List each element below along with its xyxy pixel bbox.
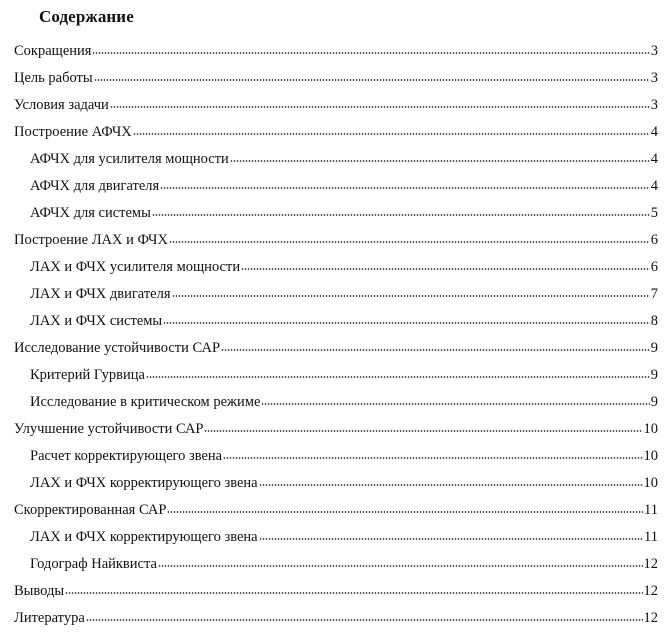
toc-entry[interactable] bbox=[0, 202, 666, 229]
toc-entry[interactable] bbox=[0, 337, 666, 364]
toc-entry-page-number: 11 bbox=[644, 529, 658, 545]
toc-entry-title: Годограф Найквиста bbox=[30, 556, 157, 572]
toc-dot-leader bbox=[110, 106, 650, 108]
toc-entry[interactable] bbox=[0, 310, 666, 337]
toc-entry-page-number: 3 bbox=[650, 97, 658, 113]
toc-entry-page-number: 11 bbox=[644, 502, 658, 518]
toc-entry[interactable] bbox=[0, 499, 666, 526]
toc-dot-leader bbox=[172, 295, 650, 297]
toc-entry-inner bbox=[30, 529, 658, 546]
toc-entry-title: Расчет корректирующего звена bbox=[30, 448, 223, 464]
toc-entry[interactable] bbox=[0, 121, 666, 148]
toc-dot-leader bbox=[223, 457, 642, 459]
toc-entry-title: Исследование устойчивости САР bbox=[14, 340, 221, 356]
toc-entry-title: АФЧХ для системы bbox=[30, 205, 151, 221]
toc-entry-page-number: 5 bbox=[650, 205, 658, 221]
toc-entry[interactable] bbox=[0, 472, 666, 499]
toc-entry-inner bbox=[30, 448, 658, 465]
toc-entry-inner bbox=[30, 556, 658, 573]
toc-dot-leader bbox=[204, 430, 642, 432]
toc-entry-page-number: 7 bbox=[650, 286, 658, 302]
toc-entry-title: АФЧХ для двигателя bbox=[30, 178, 160, 194]
toc-entry-inner bbox=[30, 475, 658, 492]
toc-entry[interactable] bbox=[0, 580, 666, 607]
toc-dot-leader bbox=[241, 268, 650, 270]
toc-entry-title: Литература bbox=[14, 610, 85, 626]
toc-dot-leader bbox=[163, 322, 650, 324]
toc-dot-leader bbox=[259, 484, 643, 486]
toc-entry-title: ЛАХ и ФЧХ корректирующего звена bbox=[30, 529, 258, 545]
table-of-contents bbox=[0, 40, 666, 634]
toc-entry[interactable] bbox=[0, 283, 666, 310]
toc-entry-inner bbox=[14, 421, 658, 438]
toc-entry-inner bbox=[14, 124, 658, 141]
toc-entry-page-number: 12 bbox=[643, 583, 658, 599]
toc-entry-page-number: 6 bbox=[650, 232, 658, 248]
toc-entry[interactable] bbox=[0, 364, 666, 391]
toc-dot-leader bbox=[65, 592, 642, 594]
toc-entry-page-number: 10 bbox=[643, 421, 658, 437]
toc-dot-leader bbox=[160, 187, 650, 189]
toc-entry[interactable] bbox=[0, 148, 666, 175]
toc-dot-leader bbox=[86, 619, 643, 621]
toc-entry-inner bbox=[30, 313, 658, 330]
toc-entry[interactable] bbox=[0, 526, 666, 553]
toc-entry-title: Выводы bbox=[14, 583, 65, 599]
toc-entry-page-number: 8 bbox=[650, 313, 658, 329]
toc-entry-page-number: 4 bbox=[650, 178, 658, 194]
toc-entry-inner bbox=[30, 259, 658, 276]
page-title: Содержание bbox=[39, 7, 134, 26]
toc-entry-page-number: 12 bbox=[643, 610, 658, 626]
toc-dot-leader bbox=[261, 403, 649, 405]
toc-entry-page-number: 9 bbox=[650, 340, 658, 356]
toc-entry[interactable] bbox=[0, 391, 666, 418]
toc-entry-page-number: 9 bbox=[650, 367, 658, 383]
toc-entry[interactable] bbox=[0, 40, 666, 67]
toc-entry-page-number: 3 bbox=[650, 70, 658, 86]
toc-entry[interactable] bbox=[0, 67, 666, 94]
toc-entry-title: Исследование в критическом режиме bbox=[30, 394, 261, 410]
toc-entry-inner bbox=[14, 70, 658, 87]
toc-entry-inner bbox=[30, 205, 658, 222]
toc-entry-title: ЛАХ и ФЧХ усилителя мощности bbox=[30, 259, 241, 275]
toc-entry-title: ЛАХ и ФЧХ двигателя bbox=[30, 286, 171, 302]
toc-entry-title: Условия задачи bbox=[14, 97, 109, 113]
toc-entry-inner bbox=[14, 232, 658, 249]
toc-dot-leader bbox=[152, 214, 650, 216]
toc-dot-leader bbox=[146, 376, 650, 378]
toc-entry-inner bbox=[30, 178, 658, 195]
toc-dot-leader bbox=[133, 133, 650, 135]
toc-entry-page-number: 4 bbox=[650, 151, 658, 167]
toc-entry-inner bbox=[14, 43, 658, 60]
toc-dot-leader bbox=[158, 565, 643, 567]
toc-entry-inner bbox=[30, 151, 658, 168]
toc-entry-inner bbox=[14, 340, 658, 357]
toc-entry-page-number: 4 bbox=[650, 124, 658, 140]
toc-entry-title: АФЧХ для усилителя мощности bbox=[30, 151, 229, 167]
toc-entry-title: Критерий Гурвица bbox=[30, 367, 145, 383]
toc-entry-inner bbox=[14, 610, 658, 627]
toc-entry[interactable] bbox=[0, 607, 666, 634]
toc-entry[interactable] bbox=[0, 553, 666, 580]
toc-entry-page-number: 10 bbox=[643, 475, 658, 491]
toc-dot-leader bbox=[221, 349, 650, 351]
toc-entry-title: Цель работы bbox=[14, 70, 93, 86]
toc-entry[interactable] bbox=[0, 418, 666, 445]
toc-entry-inner bbox=[14, 97, 658, 114]
toc-entry[interactable] bbox=[0, 175, 666, 202]
toc-entry-inner bbox=[30, 394, 658, 411]
toc-entry-page-number: 10 bbox=[643, 448, 658, 464]
toc-entry[interactable] bbox=[0, 256, 666, 283]
toc-entry-title: Построение АФЧХ bbox=[14, 124, 132, 140]
toc-entry-title: Построение ЛАХ и ФЧХ bbox=[14, 232, 168, 248]
toc-entry[interactable] bbox=[0, 94, 666, 121]
toc-entry-title: ЛАХ и ФЧХ корректирующего звена bbox=[30, 475, 258, 491]
toc-entry[interactable] bbox=[0, 229, 666, 256]
toc-entry-title: ЛАХ и ФЧХ системы bbox=[30, 313, 163, 329]
toc-entry-page-number: 3 bbox=[650, 43, 658, 59]
toc-entry[interactable] bbox=[0, 445, 666, 472]
toc-entry-page-number: 6 bbox=[650, 259, 658, 275]
toc-entry-page-number: 12 bbox=[643, 556, 658, 572]
toc-entry-inner bbox=[14, 583, 658, 600]
toc-entry-title: Скорректированная САР bbox=[14, 502, 167, 518]
toc-entry-page-number: 9 bbox=[650, 394, 658, 410]
toc-dot-leader bbox=[169, 241, 650, 243]
toc-entry-inner bbox=[30, 367, 658, 384]
toc-dot-leader bbox=[92, 52, 649, 54]
toc-entry-title: Сокращения bbox=[14, 43, 92, 59]
toc-dot-leader bbox=[259, 538, 643, 540]
toc-dot-leader bbox=[230, 160, 650, 162]
toc-entry-inner bbox=[30, 286, 658, 303]
toc-entry-title: Улучшение устойчивости САР bbox=[14, 421, 204, 437]
toc-dot-leader bbox=[167, 511, 643, 513]
toc-dot-leader bbox=[94, 79, 650, 81]
toc-entry-inner bbox=[14, 502, 658, 519]
